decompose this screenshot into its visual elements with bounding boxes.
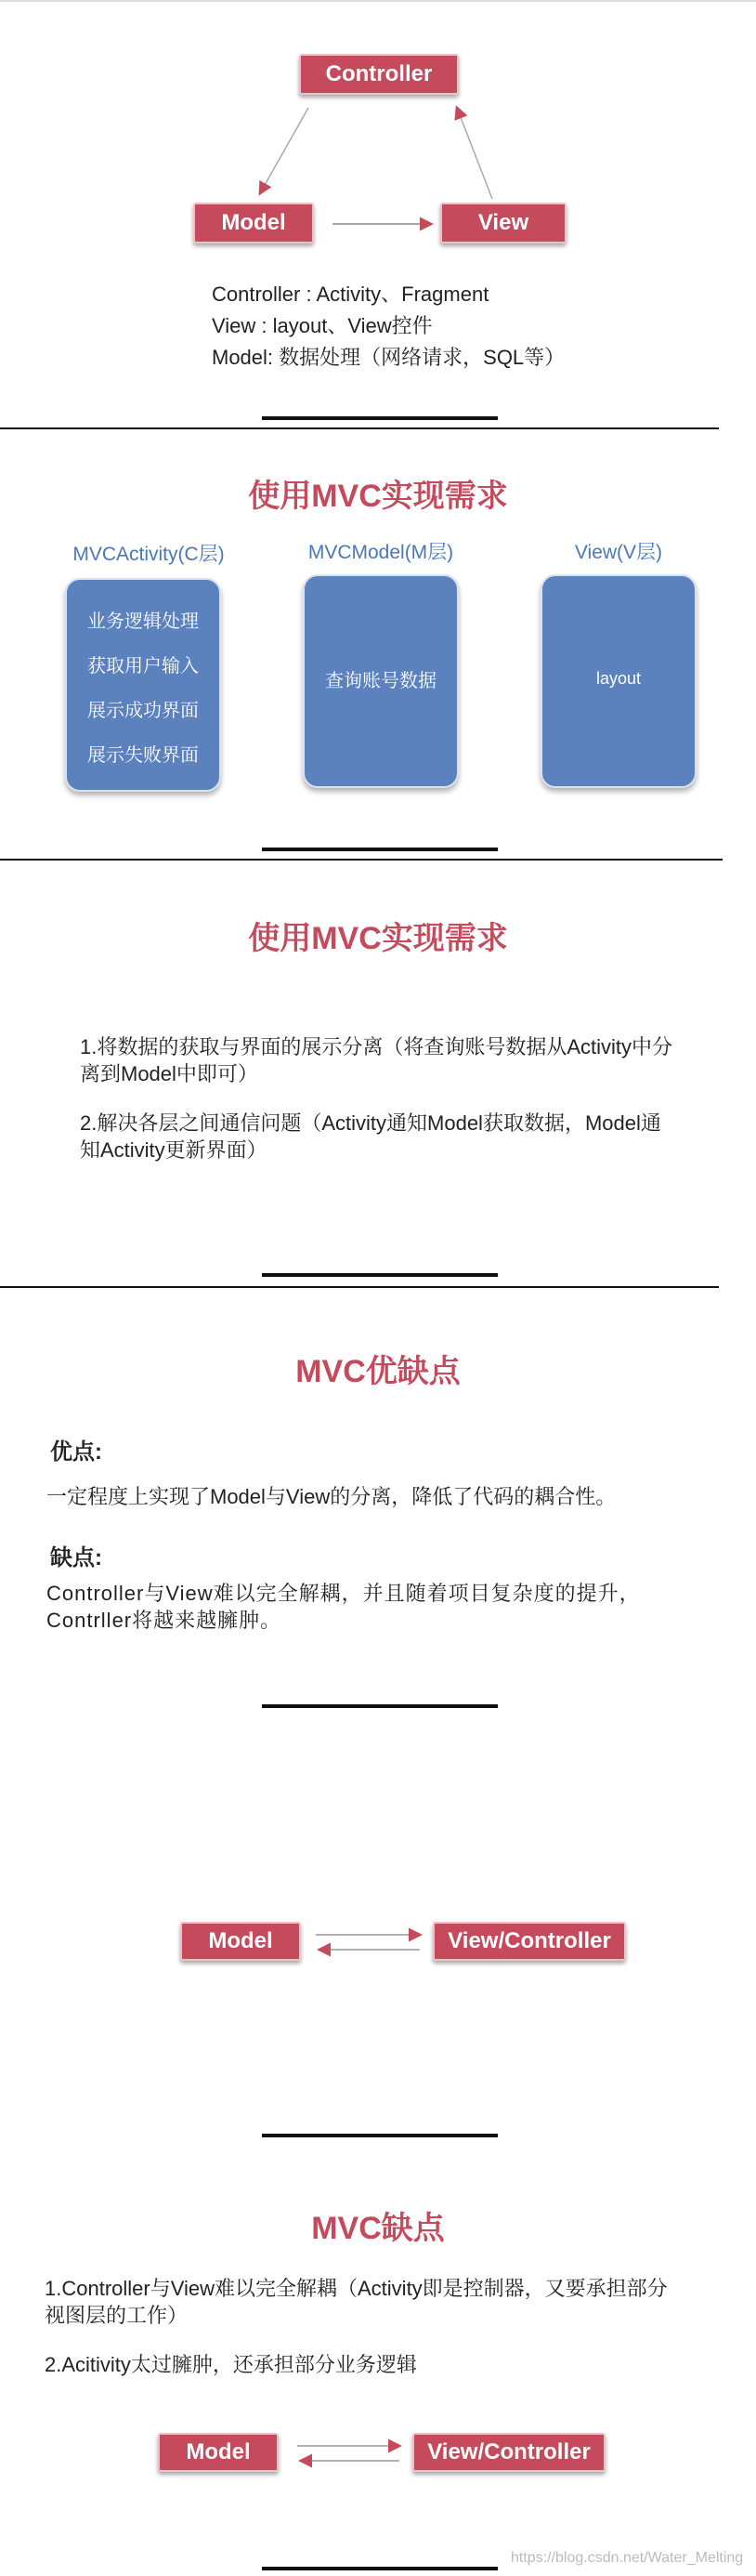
section-divider: [0, 1286, 719, 1288]
cons-text-line: Contrller将越来越臃肿。: [46, 1609, 282, 1632]
c-layer-line: 业务逻辑处理: [87, 611, 199, 632]
slide-underline: [262, 848, 498, 851]
slide-underline: [262, 2134, 498, 2137]
model-box: Model: [158, 2433, 279, 2472]
v-layer-box: [541, 574, 697, 788]
arrow-controller-to-model: [260, 108, 308, 193]
c-layer-box: [65, 578, 221, 792]
drawback-1-line: 1.Controller与View难以完全解耦（Activity即是控制器，又要承担部分: [45, 2277, 668, 2300]
c-layer-line: 展示失败界面: [87, 745, 199, 766]
slide-title: 使用MVC实现需求: [248, 479, 508, 514]
pros-text: 一定程度上实现了Model与View的分离，降低了代码的耦合性。: [46, 1485, 617, 1508]
slide-underline: [262, 416, 498, 420]
model-box: Model: [180, 1922, 301, 1961]
layer-label-m: MVCModel(M层): [307, 542, 454, 563]
layer-label-c: MVCActivity(C层): [72, 544, 225, 565]
bidirectional-arrows: [306, 1924, 433, 1961]
drawback-2: [45, 2351, 417, 2378]
arrow-view-to-controller: [457, 108, 492, 199]
requirement-1-line: 1.将数据的获取与界面的展示分离（将查询账号数据从Activity中分: [80, 1035, 673, 1058]
requirement-2-line: 2.解决各层之间通信问题（Activity通知Model获取数据，Model通: [80, 1111, 661, 1135]
desc-model: Model: 数据处理（网络请求，SQL等）: [212, 346, 566, 369]
desc-view: View : layout、View控件: [212, 314, 433, 337]
c-layer-line: 展示成功界面: [87, 701, 199, 721]
mvc-arrows-diagram: [0, 0, 756, 279]
requirement-1-line: 离到Model中即可）: [80, 1062, 258, 1085]
slide-title: MVC缺点: [311, 2211, 445, 2246]
watermark: https://blog.csdn.net/Water_Melting: [511, 2550, 744, 2566]
m-layer-box: [303, 574, 459, 788]
drawback-2-line: 2.Acitivity太过臃肿，还承担部分业务逻辑: [45, 2353, 417, 2376]
section-divider: [0, 859, 723, 861]
slide-title: MVC优缺点: [295, 1354, 461, 1389]
slide-title: 使用MVC实现需求: [248, 921, 508, 956]
m-layer-line: 查询账号数据: [325, 671, 437, 691]
section-divider: [0, 427, 719, 429]
requirement-2-line: 知Activity更新界面）: [80, 1138, 267, 1162]
desc-controller: Controller : Activity、Fragment: [212, 283, 489, 306]
layer-label-v: View(V层): [574, 542, 663, 563]
v-layer-line: layout: [595, 669, 642, 688]
slide-underline: [262, 1273, 498, 1277]
view-box: View: [440, 203, 567, 243]
pros-label: 优点:: [50, 1439, 102, 1465]
cons-text: [46, 1580, 641, 1634]
model-box: Model: [193, 203, 314, 243]
bidirectional-arrows: [288, 2435, 412, 2472]
slide-underline: [262, 1704, 498, 1708]
controller-box: Controller: [299, 54, 459, 95]
drawback-1-line: 视图层的工作）: [45, 2304, 189, 2327]
cons-text-line: Controller与View难以完全解耦，并且随着项目复杂度的提升，: [46, 1582, 641, 1605]
requirement-1: [80, 1033, 672, 1087]
view-controller-box: View/Controller: [412, 2433, 606, 2472]
drawback-1: [45, 2275, 668, 2329]
c-layer-line: 获取用户输入: [87, 656, 199, 677]
slide-underline: [262, 2567, 498, 2570]
requirement-2: [80, 1110, 661, 1163]
cons-label: 缺点:: [50, 1545, 102, 1571]
view-controller-box: View/Controller: [433, 1922, 626, 1961]
